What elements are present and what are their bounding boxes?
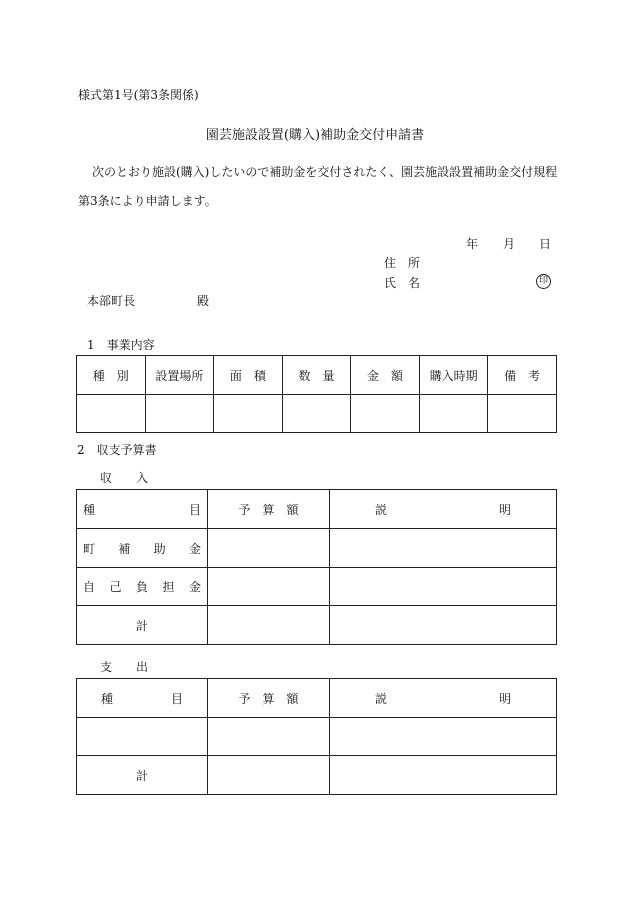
table-cell[interactable]	[77, 718, 208, 756]
table-row	[77, 529, 557, 568]
row-label-total: 計	[77, 606, 208, 645]
table-cell[interactable]	[282, 395, 351, 433]
header-remarks: 備 考	[488, 356, 557, 395]
header-budget: 予 算 額	[208, 679, 330, 718]
table-header-row	[77, 356, 557, 395]
income-heading: 収 入	[100, 471, 149, 485]
header-budget: 予 算 額	[208, 490, 330, 529]
project-content-table	[76, 355, 557, 433]
form-title: 園芸施設設置(購入)補助金交付申請書	[205, 128, 425, 143]
table-cell[interactable]	[208, 529, 330, 568]
table-row	[77, 568, 557, 606]
table-row	[77, 606, 557, 645]
table-row	[77, 756, 557, 795]
form-number: 様式第1号(第3条関係)	[78, 88, 199, 102]
table-cell[interactable]	[77, 395, 146, 433]
name-label: 氏 名	[384, 276, 421, 290]
header-amount: 金 額	[351, 356, 420, 395]
date-month-label: 月	[503, 237, 516, 251]
table-cell[interactable]	[208, 606, 330, 645]
table-row	[77, 395, 557, 433]
addressee-honorific: 殿	[197, 294, 210, 308]
table-cell[interactable]	[351, 395, 420, 433]
table-cell[interactable]	[214, 395, 283, 433]
addressee-name: 本部町長	[87, 294, 136, 308]
table-cell[interactable]	[330, 756, 557, 795]
intro-line-2: 第3条により申請します。	[78, 194, 217, 208]
table-cell[interactable]	[145, 395, 214, 433]
table-cell[interactable]	[208, 718, 330, 756]
header-item: 種 目	[77, 679, 208, 718]
table-cell[interactable]	[330, 568, 557, 606]
table-cell[interactable]	[208, 568, 330, 606]
header-area: 面 積	[214, 356, 283, 395]
date-year-label: 年	[466, 237, 479, 251]
table-cell[interactable]	[330, 606, 557, 645]
table-cell[interactable]	[419, 395, 488, 433]
header-purchase-time: 購入時期	[419, 356, 488, 395]
intro-line-1: 次のとおり施設(購入)したいので補助金を交付されたく、園芸施設設置補助金交付規程	[92, 165, 558, 179]
table-cell[interactable]	[488, 395, 557, 433]
table-header-row	[77, 490, 557, 529]
section1-heading: 1 事業内容	[87, 338, 155, 352]
expense-table	[76, 678, 557, 795]
section2-heading: 2 収支予算書	[77, 443, 157, 457]
income-table	[76, 489, 557, 645]
header-quantity: 数 量	[282, 356, 351, 395]
row-label-self-burden: 自 己 負 担 金	[77, 568, 208, 606]
header-item: 種 目	[77, 490, 208, 529]
expense-heading: 支 出	[100, 660, 149, 674]
table-cell[interactable]	[208, 756, 330, 795]
date-day-label: 日	[539, 237, 552, 251]
header-location: 設置場所	[145, 356, 214, 395]
header-description: 説 明	[330, 490, 557, 529]
row-label-town-subsidy: 町 補 助 金	[77, 529, 208, 568]
header-type: 種 別	[77, 356, 146, 395]
row-label-total: 計	[77, 756, 208, 795]
seal-mark: 印	[536, 274, 551, 289]
header-description: 説 明	[330, 679, 557, 718]
address-label: 住 所	[384, 256, 421, 270]
table-header-row	[77, 679, 557, 718]
table-row	[77, 718, 557, 756]
table-cell[interactable]	[330, 718, 557, 756]
table-cell[interactable]	[330, 529, 557, 568]
